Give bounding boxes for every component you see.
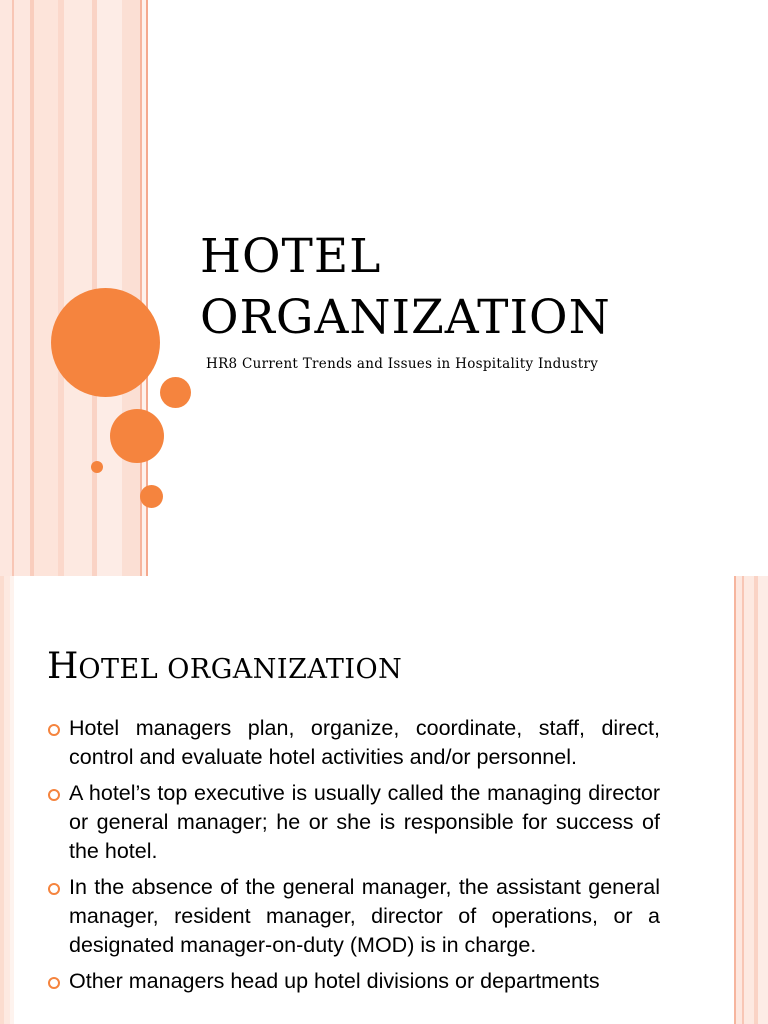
slide-subtitle: HR8 Current Trends and Issues in Hospitality Industry — [206, 356, 599, 372]
list-item — [48, 714, 660, 772]
list-item — [48, 967, 660, 996]
bullet-list — [48, 714, 660, 1003]
slide-title-line2: ORGANIZATION — [200, 290, 611, 345]
circle-bullet-icon — [48, 724, 60, 736]
decorative-circle-tiny — [91, 461, 103, 473]
circle-bullet-icon — [48, 789, 60, 801]
circle-bullet-icon — [48, 883, 60, 895]
slide-title — [200, 226, 611, 348]
list-item — [48, 779, 660, 866]
decorative-circle-small — [160, 377, 191, 408]
bullet-text: Other managers head up hotel divisions or departments — [69, 969, 600, 993]
decorative-circle-large — [51, 288, 160, 397]
decorative-circle-medium — [110, 409, 164, 463]
heading-initial: H — [47, 646, 79, 687]
bullet-text: Hotel managers plan, organize, coordinate, staff, direct, control and evaluate hotel activities and/or personnel. — [69, 716, 660, 769]
content-heading — [47, 646, 402, 687]
bullet-text: In the absence of the general manager, the assistant general manager, resident manager, director of operations, or a designated manager-on-duty (MOD) is in charge. — [69, 875, 660, 957]
bullet-text: A hotel’s top executive is usually called the managing director or general manager; he or she is responsible for success of the hotel. — [69, 781, 660, 863]
slide-title-line1: HOTEL — [200, 229, 382, 284]
decorative-stripes — [0, 0, 150, 576]
content-slide — [0, 576, 768, 1024]
circle-bullet-icon — [48, 977, 60, 989]
decorative-circle-small — [140, 485, 163, 508]
list-item — [48, 873, 660, 960]
decorative-left-bar — [0, 576, 14, 1024]
heading-rest: OTEL ORGANIZATION — [78, 654, 403, 685]
decorative-right-stripes — [728, 576, 768, 1024]
